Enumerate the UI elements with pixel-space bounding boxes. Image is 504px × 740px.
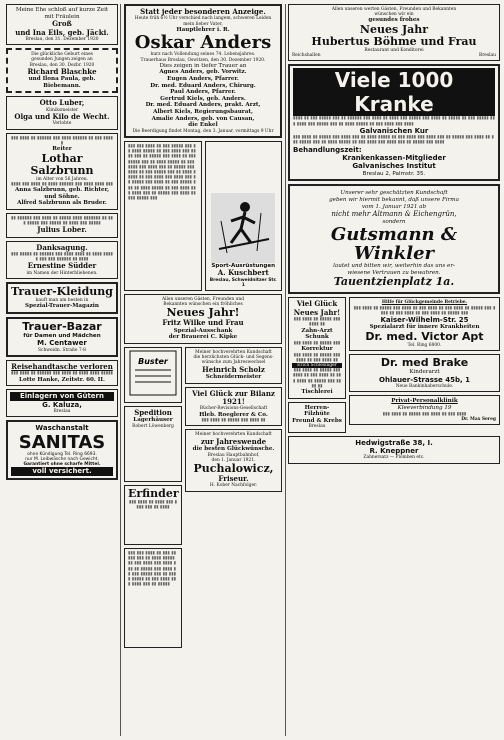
ad-name: Julius Lober. (37, 225, 87, 235)
family-member: Paul Anders, Pfarrer. (170, 89, 236, 96)
ad-handtasche (6, 360, 118, 386)
row-sport (124, 141, 282, 291)
ad-text: sondern (382, 218, 406, 225)
ad-name: Anna Salzbrunn, geb. Richter, (14, 187, 110, 194)
ad-text: Bekannten wünschen ein fröhliches (163, 302, 243, 308)
obituary-body: ▮▮▮ ▮▮▮▮ ▮▮ ▮▮▮▮▮▮ ▮▮▮ ▮▮▮▮ ▮▮▮▮▮▮ ▮▮ ▮▮▮ ▮▮▮▮▮ (11, 135, 113, 146)
ad-text: Heute früh 6½ Uhr verschied nach langem, schweren Leiden mein lieber Vater, (134, 16, 272, 27)
family-member: die Enkel (188, 122, 218, 129)
ad-title: Einlagern von Gütern (10, 392, 114, 400)
ad-text: Bücher-Revisions-Gesellschaft (199, 406, 268, 412)
ad-title: Spedition (134, 407, 172, 417)
family-member: Dr. med. Eduard Anders, prakt. Arzt, (145, 102, 261, 109)
ad-text: Breslau (308, 424, 326, 430)
ad-title: Korrektur (301, 346, 333, 353)
ad-name: R. Kneppner (369, 447, 419, 456)
ad-einlagern (6, 389, 118, 417)
ad-text: Schneidermeister (205, 373, 262, 380)
ad-text: Allen unseren werten Gästen, Freunden und Bekannten (331, 7, 457, 12)
ad-date: Breslau, den 31. Dezember 1920 (25, 37, 99, 42)
ad-buster (124, 347, 182, 403)
ad-address: Breslau (53, 409, 71, 415)
ad-body: ▮▮▮ ▮▮▮▮ ▮▮ ▮▮▮▮▮ ▮▮▮ ▮▮▮▮ ▮▮ ▮▮▮ ▮▮▮▮ ▮▮ (293, 352, 341, 363)
ad-body: ▮▮▮ ▮▮▮▮ ▮▮ ▮▮▮▮▮ ▮▮▮ ▮▮▮▮ ▮▮ (293, 317, 341, 328)
ad-puchalowicz (185, 429, 282, 491)
ad-footer: voll versichert. (11, 467, 113, 475)
ad-name: SANITAS (18, 431, 106, 453)
ad-text: H. Kober Nachfolger. (209, 483, 258, 489)
ad-wilke (124, 294, 282, 344)
ad-name: Fritz Wilke und Frau (162, 318, 244, 328)
ad-name: Dr. Max Sereg (461, 416, 496, 422)
ad-trauer-kleidung (6, 282, 118, 314)
ad-galvanisch (288, 64, 500, 181)
ad-text: im Namen der Hinterbliebenen. (26, 270, 98, 276)
ad-body: ▮▮▮ ▮▮▮▮ ▮▮ ▮▮▮▮▮ ▮▮▮ ▮▮▮▮ ▮▮ (201, 418, 266, 424)
ad-text: wünsche zum Jahreswechsel (201, 360, 266, 366)
column-right (288, 4, 500, 736)
skier-illustration-icon (211, 193, 275, 263)
ad-sport (205, 141, 283, 291)
ad-name: Dr. med Brake (380, 356, 469, 370)
ad-text: Tischlerei (301, 389, 333, 396)
ad-obituary-lober (6, 213, 118, 238)
ad-title: Reiter (52, 146, 72, 153)
row-right-lower (288, 297, 500, 435)
ad-date: den 1. Januar 1921. (211, 457, 256, 463)
ad-body: ▮▮▮▮ ▮▮ ▮▮▮ ▮▮▮▮▮ ▮▮▮ ▮▮ ▮▮▮▮▮▮ ▮▮▮ ▮▮▮▮ ▮▮ ▮▮▮▮ ▮▮▮ ▮▮▮▮▮ ▮▮▮ ▮▮▮▮ ▮▮ ▮▮▮▮▮ ▮▮ ▮▮▮ ▮▮▮▮▮ ▮▮▮ ▮▮▮▮ ▮▮▮ ▮▮▮▮▮ ▮▮▮ ▮▮ ▮▮▮▮ ▮▮▮▮▮ ▮▮ ▮▮▮ ▮▮▮▮ ▮▮▮ ▮▮▮▮ (293, 116, 495, 127)
ad-address: Breslau, Schweidnitzer Str. 1 (209, 277, 277, 288)
column-rule (285, 4, 286, 736)
ad-text: Tel. Ring 6800. (407, 343, 442, 349)
ad-title: Neues Jahr (359, 23, 429, 36)
ad-body: ▮▮▮ ▮▮▮▮ ▮▮ ▮▮▮▮▮ ▮▮▮ ▮▮▮▮ ▮▮▮ ▮▮ ▮▮▮▮ ▮▮▮▮▮ ▮▮ ▮▮▮ ▮▮▮▮ ▮▮▮ ▮▮▮▮ ▮▮▮ ▮▮ ▮▮▮▮▮ ▮▮▮ ▮▮▮▮ ▮▮ ▮▮▮ ▮▮▮▮▮ ▮▮▮ ▮▮ ▮▮▮▮ ▮▮▮▮▮ ▮▮ ▮▮▮ ▮▮▮▮ ▮▮▮ ▮▮▮▮ ▮▮▮ ▮▮ ▮▮▮▮▮ ▮▮▮ ▮▮▮▮ (293, 135, 494, 146)
ad-text: Reichshallen (292, 53, 321, 59)
ad-scholz (185, 347, 282, 384)
ad-erfinder (124, 485, 182, 545)
column-middle (124, 4, 282, 736)
ad-name: Puchalowicz, (193, 461, 274, 475)
obituary-body: ▮▮▮▮ ▮▮▮ ▮▮▮▮ ▮▮ ▮▮▮▮ ▮▮▮▮▮▮ ▮▮▮ ▮▮▮▮ ▮▮▮▮ ▮▮▮ (11, 181, 113, 187)
ad-text: Verlobte (52, 121, 72, 127)
ad-text: die herzlichsten Glück- und Segens- (193, 355, 274, 361)
ad-text: der Brauerei C. Kipke (168, 334, 238, 341)
ad-text: vom 1. Januar 1921 ab (361, 203, 427, 210)
ad-text: Unserer sehr geschätzten Kundschaft (340, 190, 448, 197)
svg-text:Buster: Buster (138, 356, 168, 366)
ad-address: Tauentzienplatz 1a. (333, 275, 455, 289)
ad-small-print: ▮▮▮ ▮▮▮ ▮▮▮▮ ▮▮ ▮▮▮ ▮▮▮▮▮ ▮▮▮ ▮▮ ▮▮▮▮ ▮▮▮▮▮ ▮▮ ▮▮▮ ▮▮▮▮ ▮▮▮ ▮▮▮▮ ▮▮▮ ▮▮ ▮▮▮▮▮ ▮▮▮ ▮▮▮▮ ▮▮ ▮▮▮ ▮▮▮▮▮ ▮▮▮ ▮▮ ▮▮▮▮ ▮▮▮▮▮ ▮▮ ▮▮▮ ▮▮▮▮ ▮▮▮ ▮▮▮▮ ▮▮▮ ▮▮ ▮▮▮▮▮ (124, 548, 182, 648)
ad-text: zur Jahreswende (200, 436, 267, 446)
ad-text: Friseur. (218, 473, 249, 483)
row-lower (124, 347, 282, 651)
ad-klinik (349, 395, 500, 425)
right-lower-right-stack (349, 297, 500, 435)
ad-name: G. Kaluza, (42, 400, 82, 409)
ad-text: Trauerhaus Breslau, Oswitzen, den 30. Dezember 1920. (140, 57, 266, 63)
ad-text: Meiner hochverehrten Kundschaft (195, 349, 272, 355)
ad-name: Olga und Kilo de Wecht. (14, 112, 110, 122)
ad-schunk (288, 297, 346, 398)
ad-name: Ernestine Südder (27, 261, 97, 271)
ad-text: Die Beerdigung findet Montag, den 3. Januar, vormittags 9 Uhr (132, 128, 274, 134)
ad-body: ▮▮▮ ▮▮▮▮ ▮▮ ▮▮▮▮▮▮ ▮▮▮ ▮▮▮▮ ▮▮ ▮▮▮▮ ▮▮▮▮ ▮▮▮▮▮ (11, 371, 113, 377)
ad-text: geben wir hiermit bekannt, daß unsere Firma (329, 197, 459, 204)
ad-brake (349, 354, 500, 392)
ad-address: Kaiser-Wilhelm-Str. 25 (380, 316, 469, 325)
ad-text: Spezialarzt für innere Krankheiten (369, 324, 480, 331)
ad-trauer-bazar (6, 317, 118, 357)
ad-title: Viele 1000 Kranke (293, 68, 495, 116)
ad-title: gesundes frohes (368, 17, 420, 24)
ad-body: ▮▮▮ ▮▮▮▮ ▮▮ ▮▮▮▮▮ ▮▮▮ ▮▮▮▮ ▮▮ ▮▮▮ ▮▮▮▮ ▮▮ ▮▮▮ ▮▮▮▮ ▮▮ ▮▮▮▮▮ ▮▮▮ ▮▮▮▮ ▮▮ (292, 368, 342, 389)
ad-body: ▮▮▮ ▮▮▮▮▮ ▮▮ ▮▮▮▮▮▮ ▮▮▮ ▮▮▮▮ ▮▮▮▮ ▮▮ ▮▮▮▮ ▮▮▮▮▮ ▮▮▮ ▮▮▮ ▮▮▮▮▮▮ ▮▮ ▮▮▮▮ (11, 252, 113, 263)
family-member: Amalie Anders, geb. von Causan, (151, 115, 255, 122)
ad-date: Breslau, den 30. Dezbr. 1920 (29, 62, 95, 68)
ad-name: Gutsmann & Winkler (330, 224, 458, 265)
ad-address: Ohlauer-Strasse 45b, 1 (379, 375, 470, 384)
ad-text: Die glückliche Geburt eines (31, 52, 93, 58)
ad-text: Meiner hochverehrten Kundschaft (195, 432, 272, 438)
ad-name: M. Centawer (37, 339, 87, 348)
ad-text: Behandlungszeit: (293, 145, 362, 154)
ad-title: Erfinder (128, 486, 179, 500)
ad-name: und Ilona Paula, geb. Biebemann. (28, 76, 96, 89)
ad-text: Krankenkassen-Mitglieder (342, 154, 446, 163)
ad-title: Neues Jahr! (166, 306, 240, 320)
right-lower-left-stack (288, 297, 346, 435)
ad-obituary-salzbrunn (6, 133, 118, 210)
ad-kneppner (288, 436, 500, 464)
ad-boehme (288, 4, 500, 61)
ad-text: für Damen und Mädchen (23, 332, 101, 339)
ad-name: Groß (52, 19, 72, 29)
ad-text: lautet und bitten wir, weiterhin das uns er- (333, 263, 455, 270)
ad-name: Erich Schlesinger (292, 363, 342, 368)
ad-title: Sport-Ausrüstungen (211, 262, 276, 269)
ad-text: Hauptlehrer i. R. (176, 26, 230, 33)
ad-name: und Ina Eils, geb. Jäcki. (15, 27, 109, 37)
ad-text: nicht mehr Altmann & Eichengrün, (331, 210, 457, 219)
ad-text: wiesene Vertrauen zu bewahren. (347, 269, 441, 276)
ad-text: Garantiert ohne scharfe Mittel. (23, 462, 101, 468)
ad-sanitas (6, 420, 118, 479)
ad-title: Trauer-Bazar (22, 319, 102, 333)
ad-name: Galvanisches Institut (352, 162, 436, 171)
ad-name: Robert Löwenberg (132, 423, 174, 429)
ad-obituary-anders (124, 4, 282, 138)
ad-text: kauft man am besten in (35, 298, 89, 304)
ad-title: Trauer-Kleidung (11, 285, 113, 299)
ad-address: Hedwigstraße 38, I. (355, 438, 433, 447)
ad-text: im Alter von 56 Jahren. (36, 176, 88, 182)
ad-name: Hleb. Roeglerer & Co. (199, 411, 268, 418)
ad-title: Hilfe für Glückgemeinde Betriebe. (381, 300, 468, 306)
ad-text: Neue Bankinhaberschule. (395, 384, 454, 390)
ad-text: die besten Glückwünsche. (192, 445, 275, 452)
ad-name: Zahn-Arzt Schunk (301, 327, 333, 341)
column-rule (120, 4, 121, 736)
ad-body: ▮▮▮ ▮▮▮▮ ▮▮ ▮▮▮▮▮ ▮▮▮ (293, 340, 341, 346)
ad-text: gesunden Jungen zeigen an (31, 57, 93, 63)
ad-marriage (6, 4, 118, 45)
ad-text: ohne Kündigung Tel. Ring 6693. (27, 451, 97, 457)
ad-title: Viel Glück (296, 299, 338, 309)
ad-name: Heinrich Scholz (202, 364, 265, 374)
ad-name: Dr. med. Victor Apt (365, 330, 484, 344)
family-member: Agnes Anders, geb. Vorwitz. (159, 69, 247, 76)
ad-birth (6, 48, 118, 93)
ad-bilanz (185, 387, 282, 427)
ad-text: Zahnersatz — Plomben etc. (363, 455, 425, 461)
ad-title: Statt jeder besonderen Anzeige. (140, 7, 266, 16)
family-member: Dr. med. Eduard Anders, Chirurg. (150, 82, 256, 89)
ad-small-print: ▮▮▮ ▮▮▮ ▮▮▮▮ ▮▮ ▮▮▮ ▮▮▮▮▮ ▮▮▮ ▮▮ ▮▮▮▮ ▮▮▮▮▮ ▮▮ ▮▮▮ ▮▮▮▮ ▮▮▮ ▮▮▮▮ ▮▮▮ ▮▮ ▮▮▮▮▮ ▮▮▮ ▮▮▮▮ ▮▮ ▮▮▮ ▮▮▮▮▮ ▮▮▮ ▮▮ ▮▮▮▮ ▮▮▮▮▮ ▮▮ ▮▮▮ ▮▮▮▮ ▮▮▮ ▮▮▮▮ ▮▮▮ ▮▮ ▮▮▮▮▮ ▮▮▮ ▮▮▮▮ ▮▮ ▮▮▮ ▮▮▮▮▮ ▮▮▮ ▮▮ ▮▮▮▮ ▮▮▮▮▮ ▮▮ ▮▮▮ ▮▮▮▮ ▮▮▮ ▮▮▮▮ ▮▮▮ ▮▮ ▮▮▮▮▮ ▮▮▮ ▮▮▮▮ ▮▮ ▮▮▮ ▮▮▮▮▮ ▮▮▮ ▮▮ ▮▮▮▮ ▮▮▮▮▮ ▮▮ ▮▮▮ ▮▮▮▮ ▮▮▮ ▮▮▮▮ ▮▮▮ ▮▮ ▮▮▮▮▮ ▮▮▮ ▮▮▮▮ ▮▮ ▮▮▮ ▮▮▮▮▮ ▮▮▮ (124, 141, 202, 291)
ad-text: Meine Ehe schloß auf kurze Zeit (15, 7, 109, 13)
ad-body: ▮▮▮ ▮▮▮▮ ▮▮ ▮▮▮▮▮ ▮▮▮ ▮▮▮▮ ▮▮ ▮▮▮ ▮▮▮▮ (382, 411, 467, 417)
ad-name: Alfred Salzbrunn als Bruder. (17, 200, 107, 207)
ad-text: Spezial-Ausschank (173, 327, 233, 334)
ad-name: Lothar Salzbrunn (30, 151, 94, 177)
ad-place-row (292, 53, 496, 58)
column-left (6, 4, 118, 736)
ad-text: Allen unseren Gästen, Freunden und (161, 296, 245, 302)
ad-address: Breslau 2, Palmstr. 35. (362, 170, 426, 177)
ad-text: nur M. Leibwäsche nach Gewicht. (25, 456, 99, 462)
ad-title: Privat-Personalklinik (391, 398, 458, 405)
ad-text: kurz nach Vollendung seines 74. Lebensjahres. (150, 52, 256, 58)
ad-name: Hubertus Böhme und Frau (311, 35, 477, 48)
ad-title: Viel Glück zur Bilanz 1921! (192, 388, 275, 406)
ad-name: Freund & Krebs (292, 417, 342, 424)
lower-right-stack (185, 347, 282, 651)
ad-text: Breslau Hauptbahnhof, (207, 452, 260, 458)
ad-text: Spezial-Trauer-Magazin (25, 303, 99, 310)
ad-name: A. Kuschbert (217, 268, 269, 278)
ad-danksagung (6, 241, 118, 279)
ad-name: Richard Blaschke (27, 66, 97, 76)
family-member: Gertrud Kiels, geb. Anders. (160, 95, 246, 102)
ad-text: mit Fräulein (44, 13, 80, 20)
ad-name: Lotte Hanke, Zeitstr. 60. II. (19, 376, 105, 383)
ad-title: Neues Jahr! (293, 307, 341, 317)
ad-title: Danksagung. (36, 242, 88, 252)
ad-address: Schweidn. Straße 7-8 (38, 347, 86, 353)
ad-name: Otto Luber, (39, 98, 85, 108)
ad-title: Reisehandtasche verloren (11, 362, 113, 372)
ad-body: ▮▮▮ ▮▮▮▮ ▮▮ ▮▮▮▮ ▮▮▮ ▮▮▮▮ ▮▮▮ ▮▮ ▮▮▮▮ (128, 499, 178, 511)
ad-text: Kleeverbindung 19 (397, 405, 452, 412)
family-member: Albert Kiels, Regierungsbaurat, (153, 108, 253, 115)
ad-text: Breslau (478, 53, 496, 59)
buster-logo-icon (129, 350, 177, 396)
ad-gutsmann (288, 184, 500, 294)
ad-body: ▮▮▮ ▮▮▮▮ ▮▮ ▮▮▮▮▮ ▮▮▮ ▮▮▮▮ ▮▮ ▮▮▮ ▮▮▮▮ ▮▮ ▮▮▮ ▮▮▮▮ ▮▮ ▮▮▮▮▮ ▮▮▮ ▮▮▮▮ ▮▮ ▮▮▮ ▮▮▮▮ ▮▮ ▮▮▮ ▮▮▮▮ ▮▮ ▮▮▮▮▮ ▮▮▮ (353, 305, 496, 316)
lower-left-stack (124, 347, 182, 651)
family-member: Eugen Anders, Pfarrer. (167, 76, 239, 82)
ad-text: wünschen wir ein (374, 12, 414, 18)
ad-text: Lagerhäuser (133, 417, 173, 424)
ad-filzhuete (288, 402, 346, 433)
ad-text: Kinderarzt (409, 369, 440, 376)
ad-subtitle: Galvanischen Kur (359, 126, 429, 135)
ad-spedition (124, 406, 182, 482)
ad-title: Waschanstalt (35, 424, 89, 433)
ad-apt (349, 297, 500, 351)
ad-name: Oskar Anders (134, 32, 272, 54)
ad-text: Dies zeigen in tiefer Trauer an (159, 62, 247, 69)
ad-engagement (6, 96, 118, 129)
ad-name: und Söhne. (44, 193, 80, 200)
ad-text: Restaurant und Konditorei (364, 48, 424, 53)
ad-title: Herren-Filzhüte (304, 404, 330, 418)
ad-text: Kliniksmeister (45, 107, 79, 113)
obituary-body: ▮▮ ▮▮▮▮▮▮ ▮▮▮ ▮▮▮▮ ▮▮ ▮▮▮▮▮ ▮▮▮▮ ▮▮▮▮▮▮▮ ▮▮ ▮▮▮ ▮▮▮▮▮ ▮▮▮ ▮▮▮▮▮ ▮▮ ▮▮▮▮ ▮▮▮ ▮▮▮▮▮ (11, 215, 113, 227)
